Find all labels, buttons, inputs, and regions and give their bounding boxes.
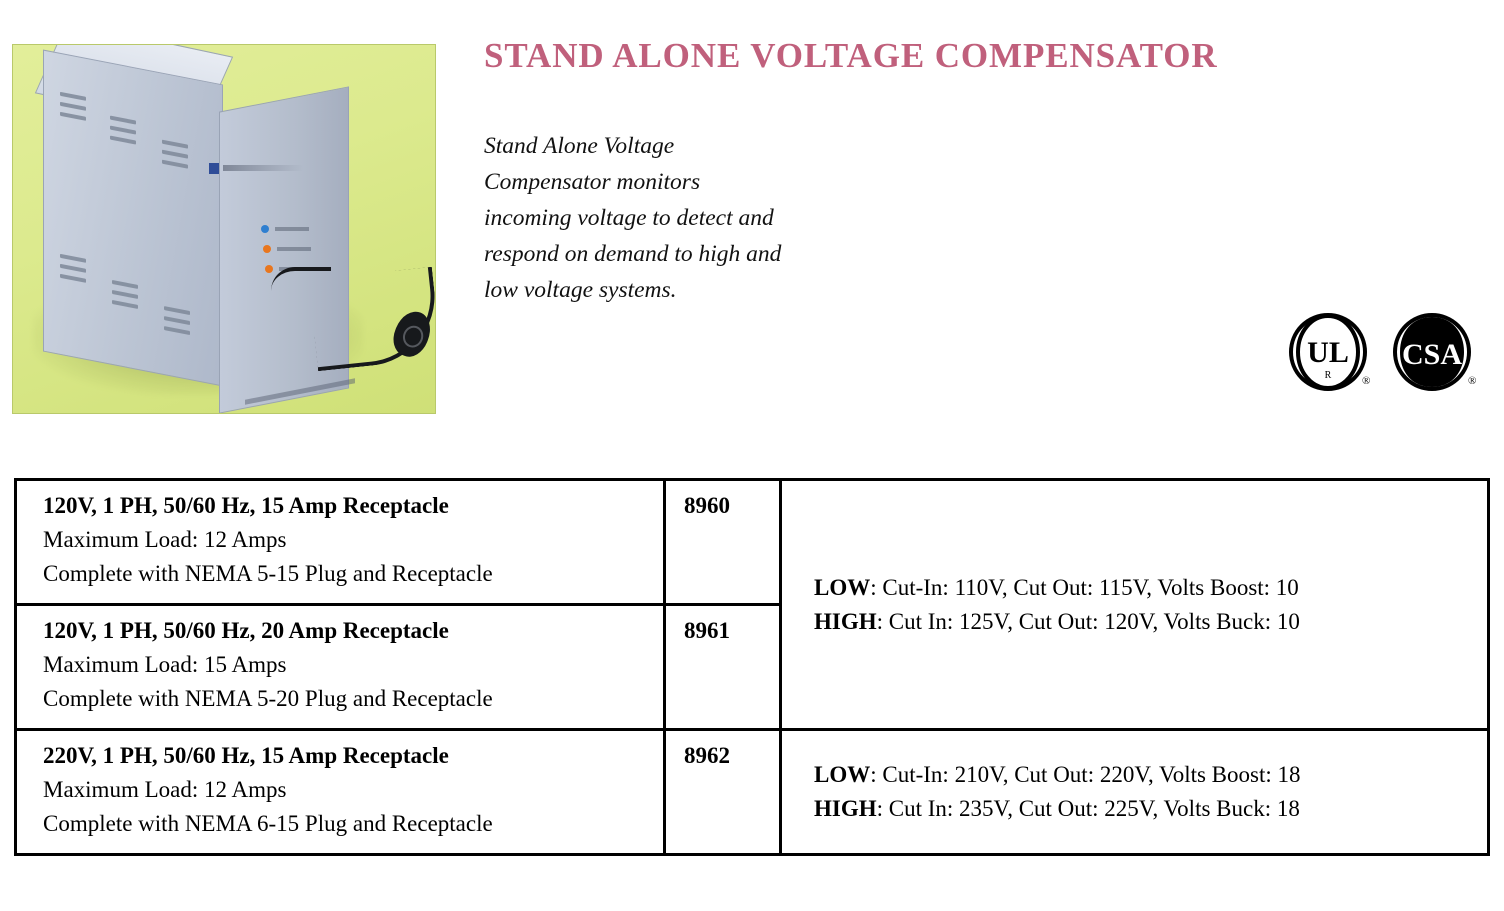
voltage-range-low: [814, 571, 1300, 605]
svg-text:UL: UL: [1307, 336, 1349, 369]
row-detail: Maximum Load: 12 Amps: [43, 777, 287, 802]
row-heading: 120V, 1 PH, 50/60 Hz, 20 Amp Receptacle: [43, 618, 449, 643]
vent-slot: [112, 300, 138, 309]
voltage-range-low: [814, 758, 1301, 792]
high-label: HIGH: [814, 608, 877, 634]
svg-text:®: ®: [1362, 375, 1371, 387]
vent-slot: [164, 316, 190, 325]
row-model-number: 8961: [663, 606, 779, 728]
status-led-label: [275, 227, 309, 231]
row-description: [17, 606, 663, 728]
brand-name-text: [223, 165, 303, 171]
vent-slot: [60, 102, 86, 111]
brand-logo-icon: [209, 163, 219, 174]
low-label: LOW: [814, 762, 871, 787]
voltage-range-cell: [779, 481, 1487, 728]
vent-slot: [162, 150, 188, 159]
row-detail: Maximum Load: 12 Amps: [43, 527, 287, 552]
table-row: [17, 731, 779, 853]
vent-slot: [60, 92, 86, 101]
vent-slot: [162, 140, 188, 149]
row-detail: Complete with NEMA 6-15 Plug and Receptacle: [43, 811, 493, 836]
high-values: : Cut In: 125V, Cut Out: 120V, Volts Buck: 10: [876, 608, 1300, 634]
vent-slot: [60, 264, 86, 273]
svg-text:CSA: CSA: [1401, 338, 1463, 371]
product-description: Stand Alone Voltage Compensator monitors incoming voltage to detect and respond on demand to high and low voltage systems.: [484, 133, 782, 303]
voltage-range-high: [814, 605, 1300, 639]
table-group-rows: [17, 731, 779, 853]
product-photo: [12, 44, 436, 414]
high-label: HIGH: [814, 796, 877, 821]
row-heading: 120V, 1 PH, 50/60 Hz, 15 Amp Receptacle: [43, 493, 449, 518]
high-values: : Cut In: 235V, Cut Out: 225V, Volts Buck: 18: [876, 796, 1300, 821]
voltage-range-high: [814, 792, 1301, 826]
low-values: : Cut-In: 110V, Cut Out: 115V, Volts Boost: 10: [870, 574, 1299, 600]
row-heading: 220V, 1 PH, 50/60 Hz, 15 Amp Receptacle: [43, 743, 449, 768]
table-group: [17, 728, 1487, 853]
row-detail: Complete with NEMA 5-20 Plug and Receptacle: [43, 686, 493, 711]
vent-slot: [110, 116, 136, 125]
cabinet-front-panel: [43, 50, 223, 387]
vent-slot: [110, 136, 136, 145]
vent-slot: [110, 126, 136, 135]
vent-slot: [112, 290, 138, 299]
status-led-orange: [263, 245, 271, 253]
row-detail: Maximum Load: 15 Amps: [43, 652, 287, 677]
vent-slot: [164, 306, 190, 315]
low-label: LOW: [814, 574, 871, 600]
status-led-blue: [261, 225, 269, 233]
row-description: [17, 731, 663, 853]
table-group: [17, 481, 1487, 728]
status-led-label: [277, 247, 311, 251]
vent-slot: [60, 254, 86, 263]
row-model-number: 8960: [663, 481, 779, 603]
vent-slot: [60, 112, 86, 121]
row-detail: Complete with NEMA 5-15 Plug and Receptacle: [43, 561, 493, 586]
status-led-orange: [265, 265, 273, 273]
row-description: [17, 481, 663, 603]
table-row: [17, 481, 779, 603]
certification-marks: [1288, 310, 1484, 394]
table-row: [17, 603, 779, 728]
vent-slot: [162, 160, 188, 169]
vent-slot: [60, 274, 86, 283]
page-title: STAND ALONE VOLTAGE COMPENSATOR: [484, 36, 1218, 75]
low-values: : Cut-In: 210V, Cut Out: 220V, Volts Boost: 18: [870, 762, 1301, 787]
voltage-range-cell: [779, 731, 1487, 853]
svg-text:®: ®: [1468, 375, 1476, 387]
specification-table: [14, 478, 1490, 856]
csa-certified-icon: [1392, 310, 1476, 394]
vent-slot: [112, 280, 138, 289]
svg-text:R: R: [1324, 370, 1332, 381]
ul-listed-icon: [1288, 310, 1372, 394]
row-model-number: 8962: [663, 731, 779, 853]
vent-slot: [164, 326, 190, 335]
table-group-rows: [17, 481, 779, 728]
